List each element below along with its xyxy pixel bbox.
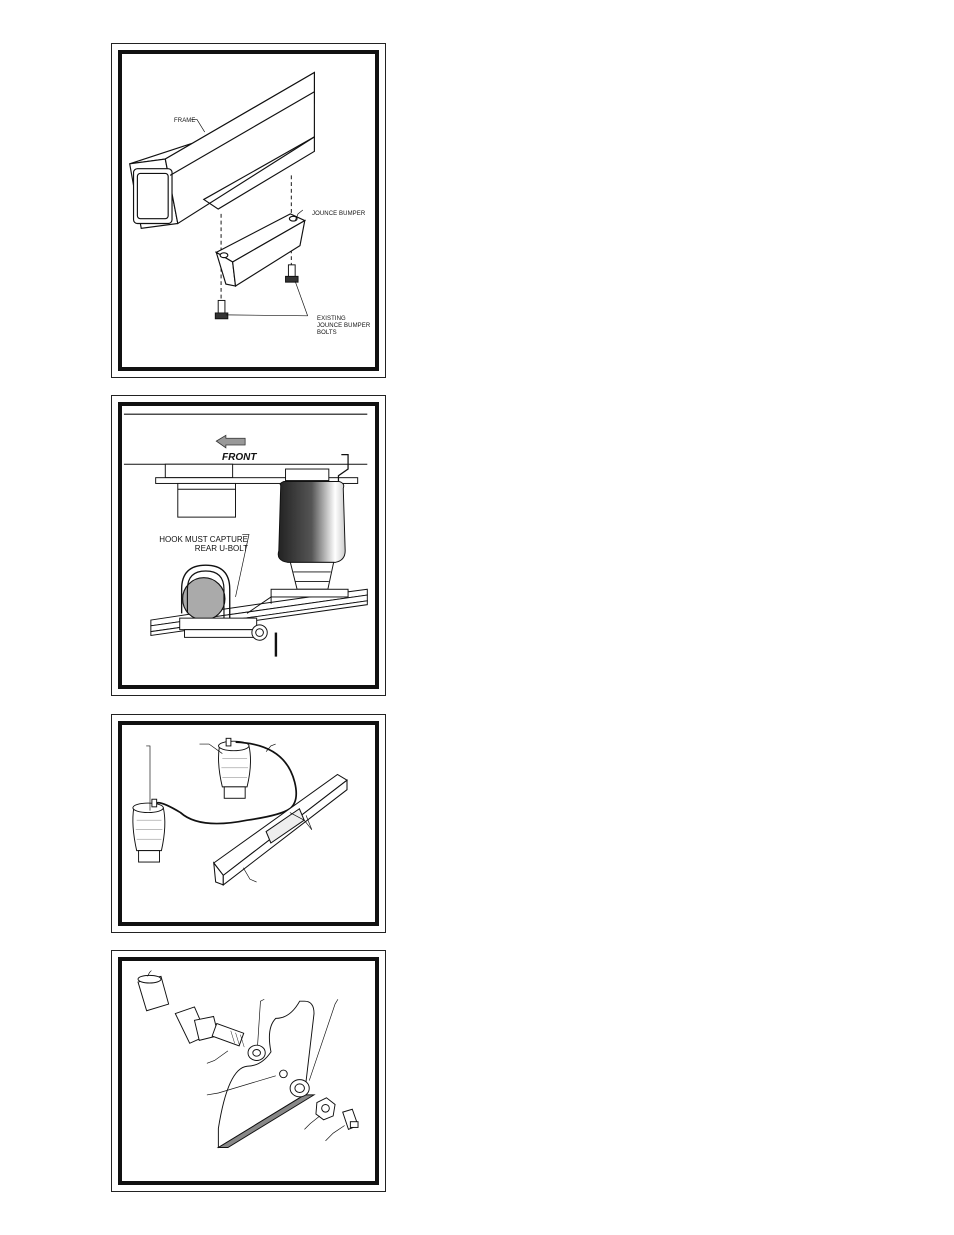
figure-3-frame [118, 721, 379, 926]
figure-1-frame [118, 50, 379, 371]
front-label: FRONT [222, 452, 257, 463]
label-frame: FRAME [174, 118, 196, 124]
figure-hook-u-bolt [111, 395, 386, 696]
figure-jounce-bumper [111, 43, 386, 378]
label-existing-bolts: EXISTING JOUNCE BUMPER BOLTS [317, 316, 371, 336]
hook-callout: HOOK MUST CAPTURE REAR U-BOLT [159, 535, 248, 553]
figure-4-drawing [122, 961, 375, 1181]
front-arrow-icon [216, 435, 245, 448]
figure-4-frame [118, 957, 379, 1185]
label-jounce-bumper: JOUNCE BUMPER [312, 211, 366, 217]
figure-2-frame [118, 402, 379, 689]
figure-3-drawing [122, 725, 375, 922]
figure-bracket-hardware [111, 950, 386, 1192]
figure-air-line-routing [111, 714, 386, 933]
